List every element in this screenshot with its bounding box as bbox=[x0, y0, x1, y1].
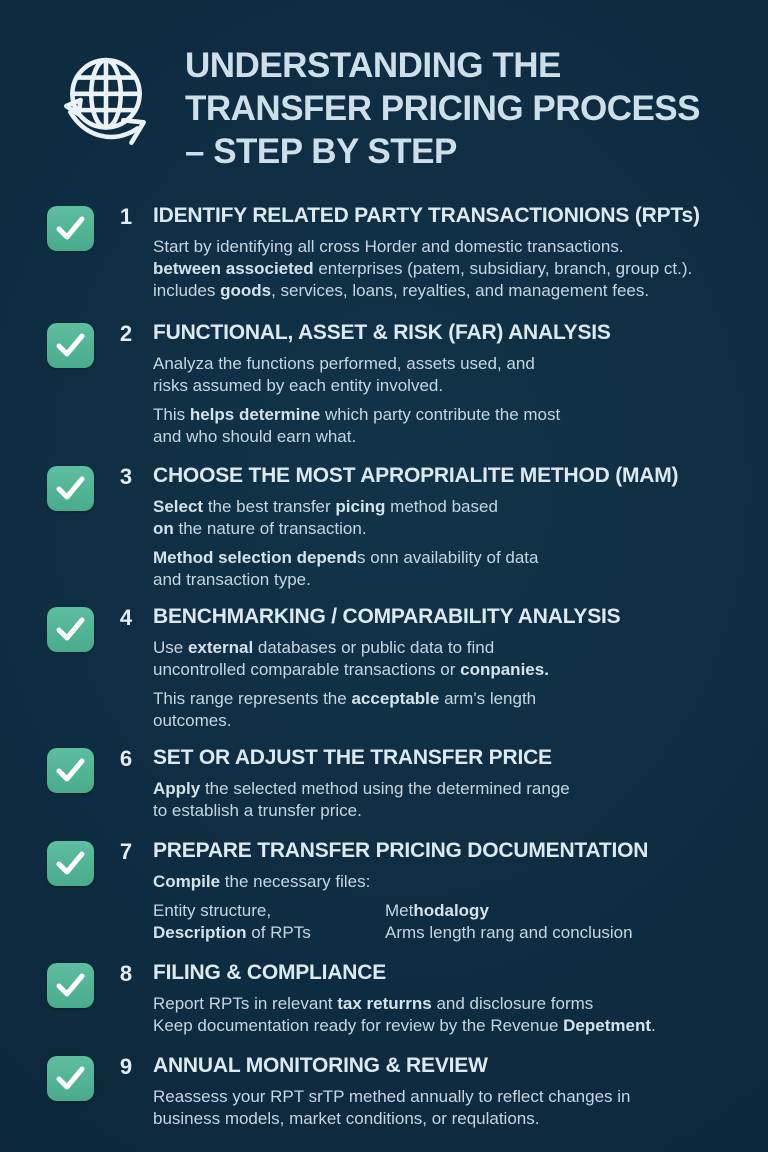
body-line: business models, market conditions, or requlations. bbox=[153, 1109, 540, 1128]
body-line: uncontrolled comparable transactions or conpanies. bbox=[153, 660, 549, 679]
body-line: and who should earn what. bbox=[153, 427, 357, 446]
checkbox-checked-icon bbox=[47, 607, 94, 652]
checkbox-checked-icon bbox=[47, 1056, 94, 1101]
step-3 bbox=[0, 463, 768, 598]
body-line: risks assumed by each entity involved. bbox=[153, 376, 444, 395]
step-number: 8 bbox=[119, 961, 133, 986]
step-paragraph bbox=[153, 871, 738, 893]
step-2 bbox=[0, 320, 768, 455]
body-line: Reassess your RPT srTP methed annually to reflect changes in bbox=[153, 1087, 631, 1106]
step-title: CHOOSE THE MOST APROPRIALITE METHOD (MAM) bbox=[153, 464, 679, 487]
body-line: Description of RPTs bbox=[153, 923, 311, 942]
step-8 bbox=[0, 960, 768, 1044]
step-title: FILING & COMPLIANCE bbox=[153, 961, 387, 984]
documentation-columns bbox=[153, 900, 738, 944]
step-number: 1 bbox=[119, 204, 133, 229]
body-line: includes goods, services, loans, reyalties, and management fees. bbox=[153, 281, 650, 300]
step-number: 9 bbox=[119, 1054, 133, 1079]
step-4 bbox=[0, 604, 768, 739]
step-paragraph bbox=[153, 778, 738, 822]
body-line: Entity structure, bbox=[153, 901, 272, 920]
checkbox-checked-icon bbox=[47, 963, 94, 1008]
body-line: outcomes. bbox=[153, 711, 232, 730]
body-line: This range represents the acceptable arm's length bbox=[153, 689, 537, 708]
body-line: Start by identifying all cross Horder and domestic transactions. bbox=[153, 237, 624, 256]
body-line: and transaction type. bbox=[153, 570, 311, 589]
documentation-column-right bbox=[385, 900, 738, 944]
checkbox-checked-icon bbox=[47, 748, 94, 793]
step-title: PREPARE TRANSFER PRICING DOCUMENTATION bbox=[153, 839, 649, 862]
step-paragraph bbox=[153, 637, 738, 681]
checkbox-checked-icon bbox=[47, 323, 94, 368]
body-line: on the nature of transaction. bbox=[153, 519, 367, 538]
body-line: Compile the necessary files: bbox=[153, 872, 371, 891]
step-paragraph bbox=[153, 496, 738, 540]
body-line: Arms length rang and conclusion bbox=[385, 923, 633, 942]
step-number: 7 bbox=[119, 839, 133, 864]
body-line: between associeted enterprises (patem, subsidiary, branch, group ct.). bbox=[153, 259, 693, 278]
body-line: Analyza the functions performed, assets used, and bbox=[153, 354, 535, 373]
page-title bbox=[185, 44, 745, 173]
step-number: 3 bbox=[119, 464, 133, 489]
title-line: UNDERSTANDING THE bbox=[185, 46, 561, 85]
checkbox-checked-icon bbox=[47, 466, 94, 511]
step-paragraph bbox=[153, 688, 738, 732]
step-6 bbox=[0, 745, 768, 829]
step-number: 2 bbox=[119, 321, 133, 346]
title-line: TRANSFER PRICING PROCESS bbox=[185, 89, 700, 128]
step-paragraph bbox=[153, 547, 738, 591]
checkbox-checked-icon bbox=[47, 841, 94, 886]
step-paragraph bbox=[153, 993, 738, 1037]
step-paragraph bbox=[153, 1086, 738, 1130]
body-line: Select the best transfer picing method based bbox=[153, 497, 498, 516]
step-number: 6 bbox=[119, 746, 133, 771]
step-title: FUNCTIONAL, ASSET & RISK (FAR) ANALYSIS bbox=[153, 321, 611, 344]
step-1 bbox=[0, 203, 768, 309]
step-9 bbox=[0, 1053, 768, 1137]
body-line: Use external databases or public data to find bbox=[153, 638, 495, 657]
body-line: Report RPTs in relevant tax returrns and disclosure forms bbox=[153, 994, 594, 1013]
step-number: 4 bbox=[119, 605, 133, 630]
documentation-column-left bbox=[153, 900, 385, 944]
checkbox-checked-icon bbox=[47, 206, 94, 251]
step-title: SET OR ADJUST THE TRANSFER PRICE bbox=[153, 746, 552, 769]
body-line: Method selection depends onn availability of data bbox=[153, 548, 539, 567]
step-title: IDENTIFY RELATED PARTY TRANSACTIONIONS (RPTs) bbox=[153, 204, 700, 227]
globe-arrows-icon bbox=[50, 40, 162, 168]
body-line: Methodalogy bbox=[385, 901, 489, 920]
step-7 bbox=[0, 838, 768, 944]
body-line: to establish a trunsfer price. bbox=[153, 801, 362, 820]
step-paragraph bbox=[153, 353, 738, 397]
body-line: Keep documentation ready for review by the Revenue Depetment. bbox=[153, 1016, 656, 1035]
body-line: This helps determine which party contribute the most bbox=[153, 405, 561, 424]
title-line: – STEP BY STEP bbox=[185, 132, 457, 171]
step-paragraph bbox=[153, 236, 738, 302]
step-paragraph bbox=[153, 404, 738, 448]
step-title: ANNUAL MONITORING & REVIEW bbox=[153, 1054, 488, 1077]
step-title: BENCHMARKING / COMPARABILITY ANALYSIS bbox=[153, 605, 621, 628]
body-line: Apply the selected method using the determined range bbox=[153, 779, 570, 798]
